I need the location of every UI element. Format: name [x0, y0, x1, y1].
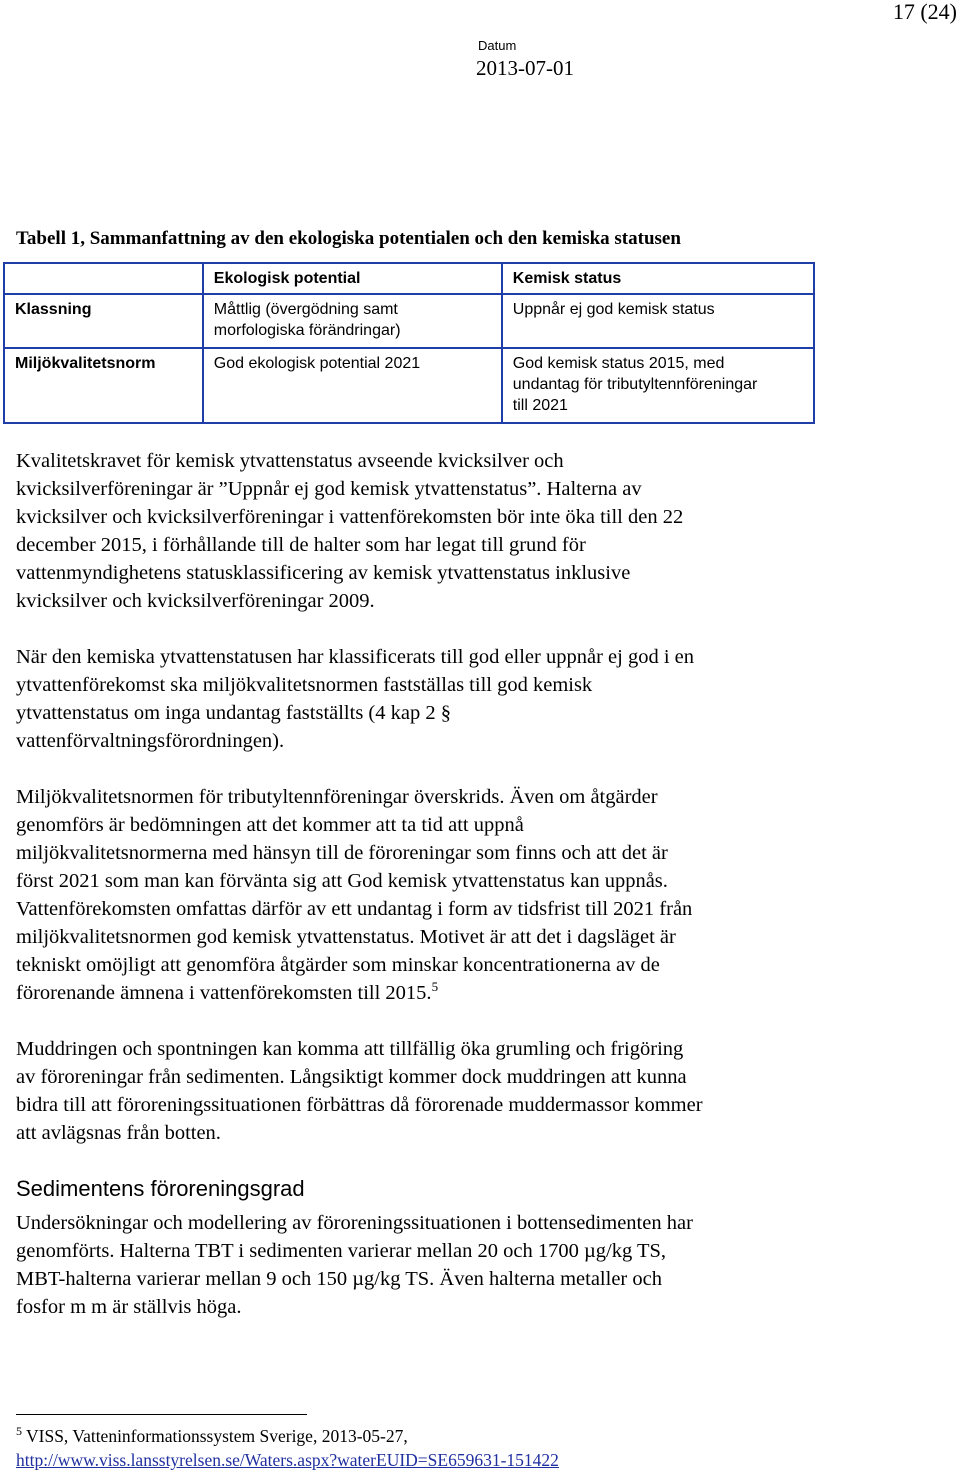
footnote-line [16, 1424, 916, 1448]
text-line: kvicksilverföreningar är ”Uppnår ej god kemisk ytvattenstatus”. Halterna av [16, 478, 642, 500]
row-label-klassning: Klassning [4, 294, 203, 348]
paragraph-dredging [16, 1035, 846, 1147]
table-row-klassning [4, 294, 814, 348]
text-line: december 2015, i förhållande till de halter som har legat till grund för [16, 534, 586, 556]
text-line: När den kemiska ytvattenstatusen har klassificerats till god eller uppnår ej god i en [16, 646, 695, 668]
footnote-divider [16, 1414, 307, 1415]
cell-line: Måttlig (övergödning samt [213, 301, 398, 318]
text-line: bidra till att föroreningssituationen förbättras då förorenade muddermassor kommer [16, 1094, 703, 1116]
text-line: miljökvalitetsnormerna med hänsyn till de föroreningar som finns och att det är [16, 842, 668, 864]
text-line: tekniskt omöjligt att genomföra åtgärder som minskar koncentrationerna av de [16, 954, 660, 976]
footnote-text: VISS, Vatteninformationssystem Sverige, 2013-05-27, [26, 1426, 408, 1446]
table-row-miljokvalitetsnorm [4, 348, 814, 423]
cell-norm-ecological [203, 348, 502, 423]
text-line: genomförs är bedömningen att det kommer att ta tid att uppnå [16, 814, 524, 836]
table-header-chemical: Kemisk status [502, 263, 814, 294]
paragraph-tbt [16, 783, 846, 1007]
footnote-reference[interactable]: 5 [431, 979, 439, 995]
paragraph-quality-norm [16, 643, 846, 755]
footnote-link[interactable]: http://www.viss.lansstyrelsen.se/Waters.aspx?waterEUID=SE659631-151422 [16, 1450, 559, 1470]
cell-norm-chemical [502, 348, 814, 423]
cell-line: till 2021 [512, 397, 568, 414]
cell-line: morfologiska förändringar) [213, 322, 401, 339]
summary-table [3, 262, 815, 424]
text-line: kvicksilver och kvicksilverföreningar i vattenförekomsten bör inte öka till den 22 [16, 506, 684, 528]
text-line: Undersökningar och modellering av föroreningssituationen i bottensedimenten har [16, 1212, 693, 1234]
footnote-number: 5 [16, 1424, 22, 1439]
text-line: ytvattenstatus om inga undantag fastställts (4 kap 2 § [16, 702, 451, 724]
text-line-content: förorenande ämnena i vattenförekomsten till 2015. [16, 982, 432, 1004]
footnote-link-line [16, 1448, 916, 1472]
text-line: miljökvalitetsnormen god kemisk ytvattenstatus. Motivet är att det i dagsläget är [16, 926, 676, 948]
text-line: först 2021 som man kan förvänta sig att God kemisk ytvattenstatus kan uppnås. [16, 870, 668, 892]
cell-line: undantag för tributyltennföreningar [512, 376, 758, 393]
text-line: Vattenförekomsten omfattas därför av ett undantag i form av tidsfrist till 2021 från [16, 898, 693, 920]
text-line: Muddringen och spontningen kan komma att tillfällig öka grumling och frigöring [16, 1038, 684, 1060]
table-header-ecological: Ekologisk potential [203, 263, 502, 294]
text-line: genomförts. Halterna TBT i sedimenten varierar mellan 20 och 1700 µg/kg TS, [16, 1240, 667, 1262]
text-line [16, 979, 846, 1007]
footnote [16, 1424, 916, 1472]
cell-line: God kemisk status 2015, med [512, 355, 725, 372]
table-header-empty [4, 263, 203, 294]
date-value: 2013-07-01 [476, 56, 574, 80]
table-header-row [4, 263, 814, 294]
text-line: MBT-halterna varierar mellan 9 och 150 µg/kg TS. Även halterna metaller och [16, 1268, 662, 1290]
text-line: av föroreningar från sedimenten. Långsiktigt kommer dock muddringen att kunna [16, 1066, 687, 1088]
text-line: att avlägsnas från botten. [16, 1122, 221, 1144]
text-line: ytvattenförekomst ska miljökvalitetsnormen fastställas till god kemisk [16, 674, 593, 696]
text-line: vattenmyndighetens statusklassificering av kemisk ytvattenstatus inklusive [16, 562, 631, 584]
cell-line: God ekologisk potential 2021 [213, 355, 421, 372]
text-line: fosfor m m är ställvis höga. [16, 1296, 242, 1318]
cell-klassning-ecological [203, 294, 502, 348]
section-heading: Sedimentens föroreningsgrad [16, 1176, 305, 1201]
cell-line: Uppnår ej god kemisk status [512, 301, 715, 318]
page-number: 17 (24) [892, 0, 957, 24]
cell-klassning-chemical [502, 294, 814, 348]
text-line: kvicksilver och kvicksilverföreningar 2009. [16, 590, 375, 612]
date-label: Datum [478, 38, 517, 53]
text-line: Kvalitetskravet för kemisk ytvattenstatus avseende kvicksilver och [16, 450, 564, 472]
table-title: Tabell 1, Sammanfattning av den ekologiska potentialen och den kemiska statusen [16, 228, 681, 249]
paragraph-mercury [16, 447, 846, 615]
row-label-miljokvalitetsnorm: Miljökvalitetsnorm [4, 348, 203, 423]
paragraph-sediments [16, 1209, 846, 1321]
text-line: vattenförvaltningsförordningen). [16, 730, 285, 752]
text-line: Miljökvalitetsnormen för tributyltennföreningar överskrids. Även om åtgärder [16, 786, 658, 808]
